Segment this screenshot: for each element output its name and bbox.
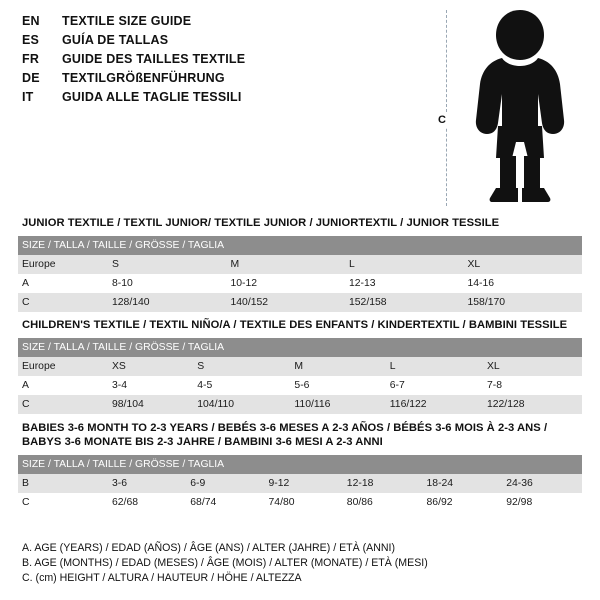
section-title-babies-line1: BABIES 3-6 MONTH TO 2-3 YEARS / BEBÉS 3-6 MESES A 2-3 AÑOS / BÉBÉS 3-6 MOIS À 2-3 ANS / bbox=[22, 422, 548, 434]
language-code: ES bbox=[22, 33, 40, 47]
language-row bbox=[22, 33, 442, 50]
language-row bbox=[22, 14, 442, 31]
table-header-label: SIZE / TALLA / TAILLE / GRÖSSE / TAGLIA bbox=[18, 338, 582, 357]
measure-label-c: C bbox=[438, 114, 446, 126]
footnote-c: C. (cm) HEIGHT / ALTURA / HAUTEUR / HÖHE / ALTEZZA bbox=[22, 572, 302, 584]
table-header-row bbox=[18, 338, 582, 357]
cell: 8-10 bbox=[108, 274, 227, 293]
cell: 152/158 bbox=[345, 293, 464, 312]
cell: 12-13 bbox=[345, 274, 464, 293]
cell: M bbox=[227, 255, 346, 274]
language-code: FR bbox=[22, 52, 40, 66]
cell: 7-8 bbox=[483, 376, 582, 395]
table-row bbox=[18, 255, 582, 274]
table-header-row bbox=[18, 236, 582, 255]
cell: 98/104 bbox=[108, 395, 193, 414]
language-row bbox=[22, 90, 442, 107]
cell: 4-5 bbox=[193, 376, 290, 395]
section-title-children: CHILDREN'S TEXTILE / TEXTIL NIÑO/A / TEXTILE DES ENFANTS / KINDERTEXTIL / BAMBINI TESSILE bbox=[22, 319, 568, 331]
cell: S bbox=[193, 357, 290, 376]
language-code: IT bbox=[22, 90, 34, 104]
cell: 9-12 bbox=[265, 474, 343, 493]
section-title-babies-line2: BABYS 3-6 MONATE BIS 2-3 JAHRE / BAMBINI 3-6 MESI A 2-3 ANNI bbox=[22, 436, 383, 448]
table-row bbox=[18, 376, 582, 395]
cell: 24-36 bbox=[502, 474, 582, 493]
language-header bbox=[22, 14, 442, 109]
cell: 158/170 bbox=[464, 293, 583, 312]
language-title: TEXTILE SIZE GUIDE bbox=[62, 14, 192, 28]
table-row bbox=[18, 493, 582, 512]
section-title-junior: JUNIOR TEXTILE / TEXTIL JUNIOR/ TEXTILE JUNIOR / JUNIORTEXTIL / JUNIOR TESSILE bbox=[22, 217, 500, 229]
row-label: C bbox=[18, 395, 108, 414]
row-label: B bbox=[18, 474, 108, 493]
cell: 140/152 bbox=[227, 293, 346, 312]
cell: 5-6 bbox=[290, 376, 385, 395]
cell: 128/140 bbox=[108, 293, 227, 312]
cell: 6-9 bbox=[186, 474, 264, 493]
cell: 92/98 bbox=[502, 493, 582, 512]
footnotes bbox=[22, 541, 582, 586]
cell: 3-4 bbox=[108, 376, 193, 395]
cell: 3-6 bbox=[108, 474, 186, 493]
cell: 104/110 bbox=[193, 395, 290, 414]
cell: 86/92 bbox=[423, 493, 503, 512]
cell: L bbox=[345, 255, 464, 274]
language-title: GUIDA ALLE TAGLIE TESSILI bbox=[62, 90, 242, 104]
cell: 68/74 bbox=[186, 493, 264, 512]
table-children bbox=[18, 338, 582, 414]
cell: 74/80 bbox=[265, 493, 343, 512]
footnote-b: B. AGE (MONTHS) / EDAD (MESES) / ÂGE (MOIS) / ALTER (MONATE) / ETÀ (MESI) bbox=[22, 557, 428, 569]
row-label: C bbox=[18, 293, 108, 312]
table-row bbox=[18, 274, 582, 293]
language-row bbox=[22, 71, 442, 88]
section-title-babies bbox=[22, 421, 547, 449]
cell: XL bbox=[464, 255, 583, 274]
table-junior bbox=[18, 236, 582, 312]
table-header-label: SIZE / TALLA / TAILLE / GRÖSSE / TAGLIA bbox=[18, 236, 582, 255]
language-title: TEXTILGRÖßENFÜHRUNG bbox=[62, 71, 225, 85]
table-row bbox=[18, 357, 582, 376]
row-label: A bbox=[18, 376, 108, 395]
row-label: C bbox=[18, 493, 108, 512]
cell: XS bbox=[108, 357, 193, 376]
cell: 122/128 bbox=[483, 395, 582, 414]
cell: S bbox=[108, 255, 227, 274]
language-title: GUÍA DE TALLAS bbox=[62, 33, 169, 47]
cell: M bbox=[290, 357, 385, 376]
cell: 116/122 bbox=[386, 395, 483, 414]
table-header-label: SIZE / TALLA / TAILLE / GRÖSSE / TAGLIA bbox=[18, 455, 582, 474]
cell: L bbox=[386, 357, 483, 376]
cell: 14-16 bbox=[464, 274, 583, 293]
cell: 110/116 bbox=[290, 395, 385, 414]
row-label: Europe bbox=[18, 255, 108, 274]
table-row bbox=[18, 395, 582, 414]
cell: 18-24 bbox=[423, 474, 503, 493]
language-title: GUIDE DES TAILLES TEXTILE bbox=[62, 52, 246, 66]
cell: 80/86 bbox=[343, 493, 423, 512]
cell: 10-12 bbox=[227, 274, 346, 293]
cell: XL bbox=[483, 357, 582, 376]
cell: 6-7 bbox=[386, 376, 483, 395]
table-row bbox=[18, 293, 582, 312]
row-label: A bbox=[18, 274, 108, 293]
measurement-figure bbox=[432, 8, 582, 208]
footnote-a: A. AGE (YEARS) / EDAD (AÑOS) / ÂGE (ANS) / ALTER (JAHRE) / ETÀ (ANNI) bbox=[22, 542, 395, 554]
cell: 12-18 bbox=[343, 474, 423, 493]
table-header-row bbox=[18, 455, 582, 474]
language-code: EN bbox=[22, 14, 40, 28]
child-silhouette-icon bbox=[458, 8, 582, 208]
table-row bbox=[18, 474, 582, 493]
table-babies bbox=[18, 455, 582, 512]
height-measure-line bbox=[446, 10, 447, 206]
language-row bbox=[22, 52, 442, 69]
cell: 62/68 bbox=[108, 493, 186, 512]
language-code: DE bbox=[22, 71, 40, 85]
row-label: Europe bbox=[18, 357, 108, 376]
